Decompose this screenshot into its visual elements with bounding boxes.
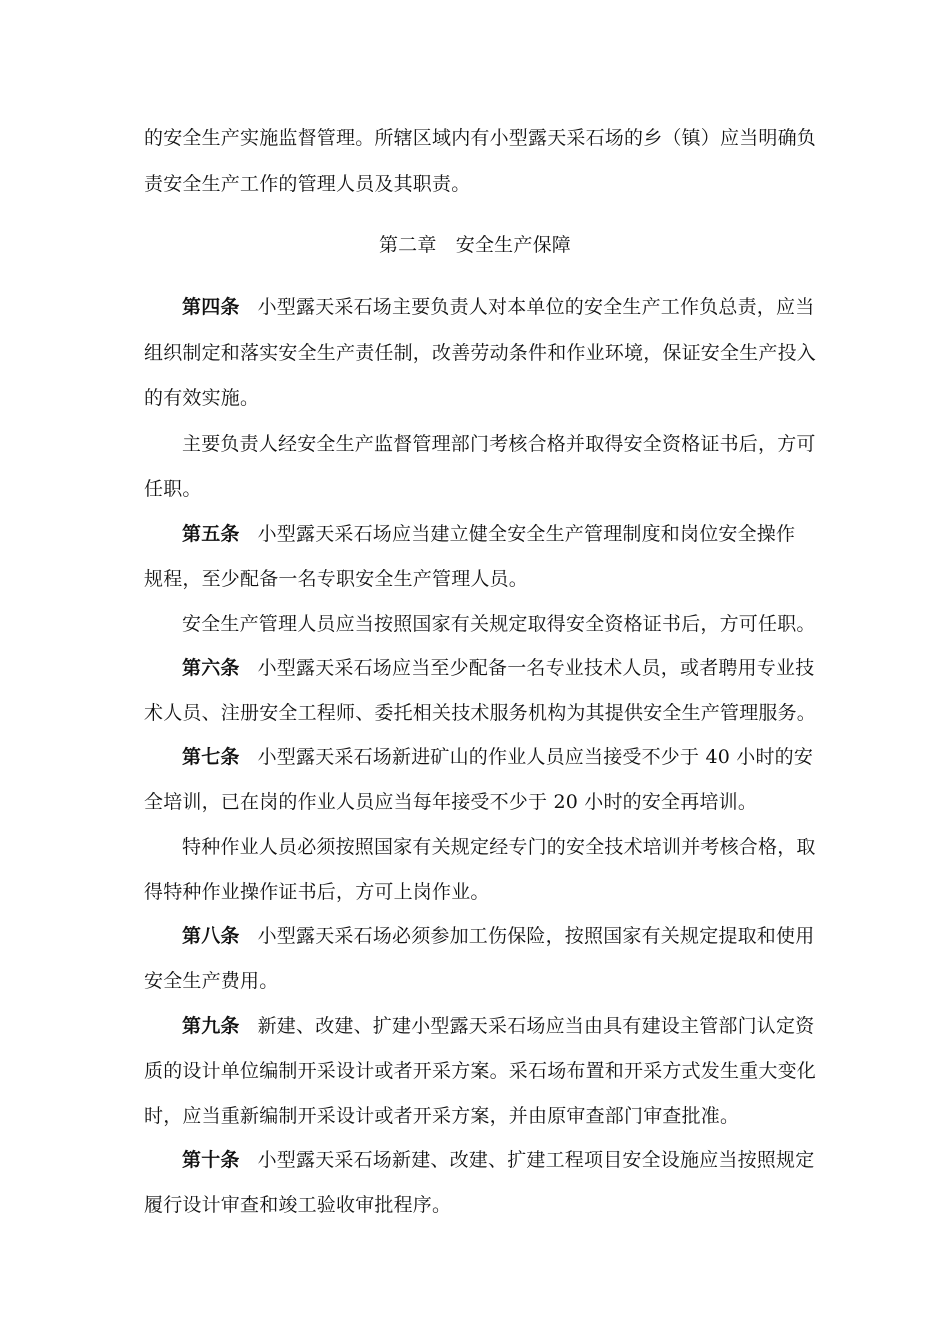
article-label: 第六条 bbox=[182, 657, 240, 679]
article-text: 新建、改建、扩建小型露天采石场应当由具有建设主管部门认定资 bbox=[257, 1015, 815, 1037]
paragraph-line: 主要负责人经安全生产监督管理部门考核合格并取得安全资格证书后，方可 bbox=[182, 433, 816, 455]
article-label: 第九条 bbox=[182, 1015, 240, 1037]
paragraph-line: 质的设计单位编制开采设计或者开采方案。采石场布置和开采方式发生重大变化 bbox=[144, 1060, 817, 1082]
paragraph-line: 安全生产费用。 bbox=[144, 970, 279, 992]
article-text: 小型露天采石场必须参加工伤保险，按照国家有关规定提取和使用 bbox=[257, 925, 815, 947]
article-label: 第十条 bbox=[182, 1149, 240, 1171]
article-6-first-line bbox=[182, 655, 814, 681]
paragraph-line: 责安全生产工作的管理人员及其职责。 bbox=[144, 173, 471, 195]
article-text: 小型露天采石场新进矿山的作业人员应当接受不少于 40 小时的安 bbox=[257, 746, 814, 768]
article-9-first-line bbox=[182, 1013, 814, 1039]
paragraph-line: 任职。 bbox=[144, 478, 202, 500]
paragraph-line: 特种作业人员必须按照国家有关规定经专门的安全技术培训并考核合格，取 bbox=[182, 836, 816, 858]
paragraph-line: 履行设计审查和竣工验收审批程序。 bbox=[144, 1194, 452, 1216]
paragraph-line: 全培训，已在岗的作业人员应当每年接受不少于 20 小时的安全再培训。 bbox=[144, 791, 758, 813]
article-text: 小型露天采石场应当建立健全安全生产管理制度和岗位安全操作 bbox=[257, 523, 796, 545]
paragraph-line: 安全生产管理人员应当按照国家有关规定取得安全资格证书后，方可任职。 bbox=[182, 613, 816, 635]
article-label: 第四条 bbox=[182, 296, 240, 318]
article-label: 第七条 bbox=[182, 746, 240, 768]
article-5-first-line bbox=[182, 521, 814, 547]
chapter-heading: 第二章 安全生产保障 bbox=[378, 234, 571, 256]
paragraph-line: 规程，至少配备一名专职安全生产管理人员。 bbox=[144, 568, 529, 590]
article-label: 第五条 bbox=[182, 523, 240, 545]
article-8-first-line bbox=[182, 923, 814, 949]
article-7-first-line bbox=[182, 744, 814, 770]
article-text: 小型露天采石场新建、改建、扩建工程项目安全设施应当按照规定 bbox=[257, 1149, 815, 1171]
article-4-first-line bbox=[182, 294, 814, 320]
article-label: 第八条 bbox=[182, 925, 240, 947]
article-10-first-line bbox=[182, 1147, 814, 1173]
article-text: 小型露天采石场主要负责人对本单位的安全生产工作负总责，应当 bbox=[257, 296, 815, 318]
paragraph-line: 时，应当重新编制开采设计或者开采方案，并由原审查部门审查批准。 bbox=[144, 1105, 740, 1127]
paragraph-line: 的有效实施。 bbox=[144, 387, 260, 409]
paragraph-line: 术人员、注册安全工程师、委托相关技术服务机构为其提供安全生产管理服务。 bbox=[144, 702, 817, 724]
article-text: 小型露天采石场应当至少配备一名专业技术人员，或者聘用专业技 bbox=[257, 657, 815, 679]
paragraph-line: 组织制定和落实安全生产责任制，改善劳动条件和作业环境，保证安全生产投入 bbox=[144, 342, 817, 364]
paragraph-line: 得特种作业操作证书后，方可上岗作业。 bbox=[144, 881, 490, 903]
paragraph-line: 的安全生产实施监督管理。所辖区域内有小型露天采石场的乡（镇）应当明确负 bbox=[144, 127, 817, 149]
